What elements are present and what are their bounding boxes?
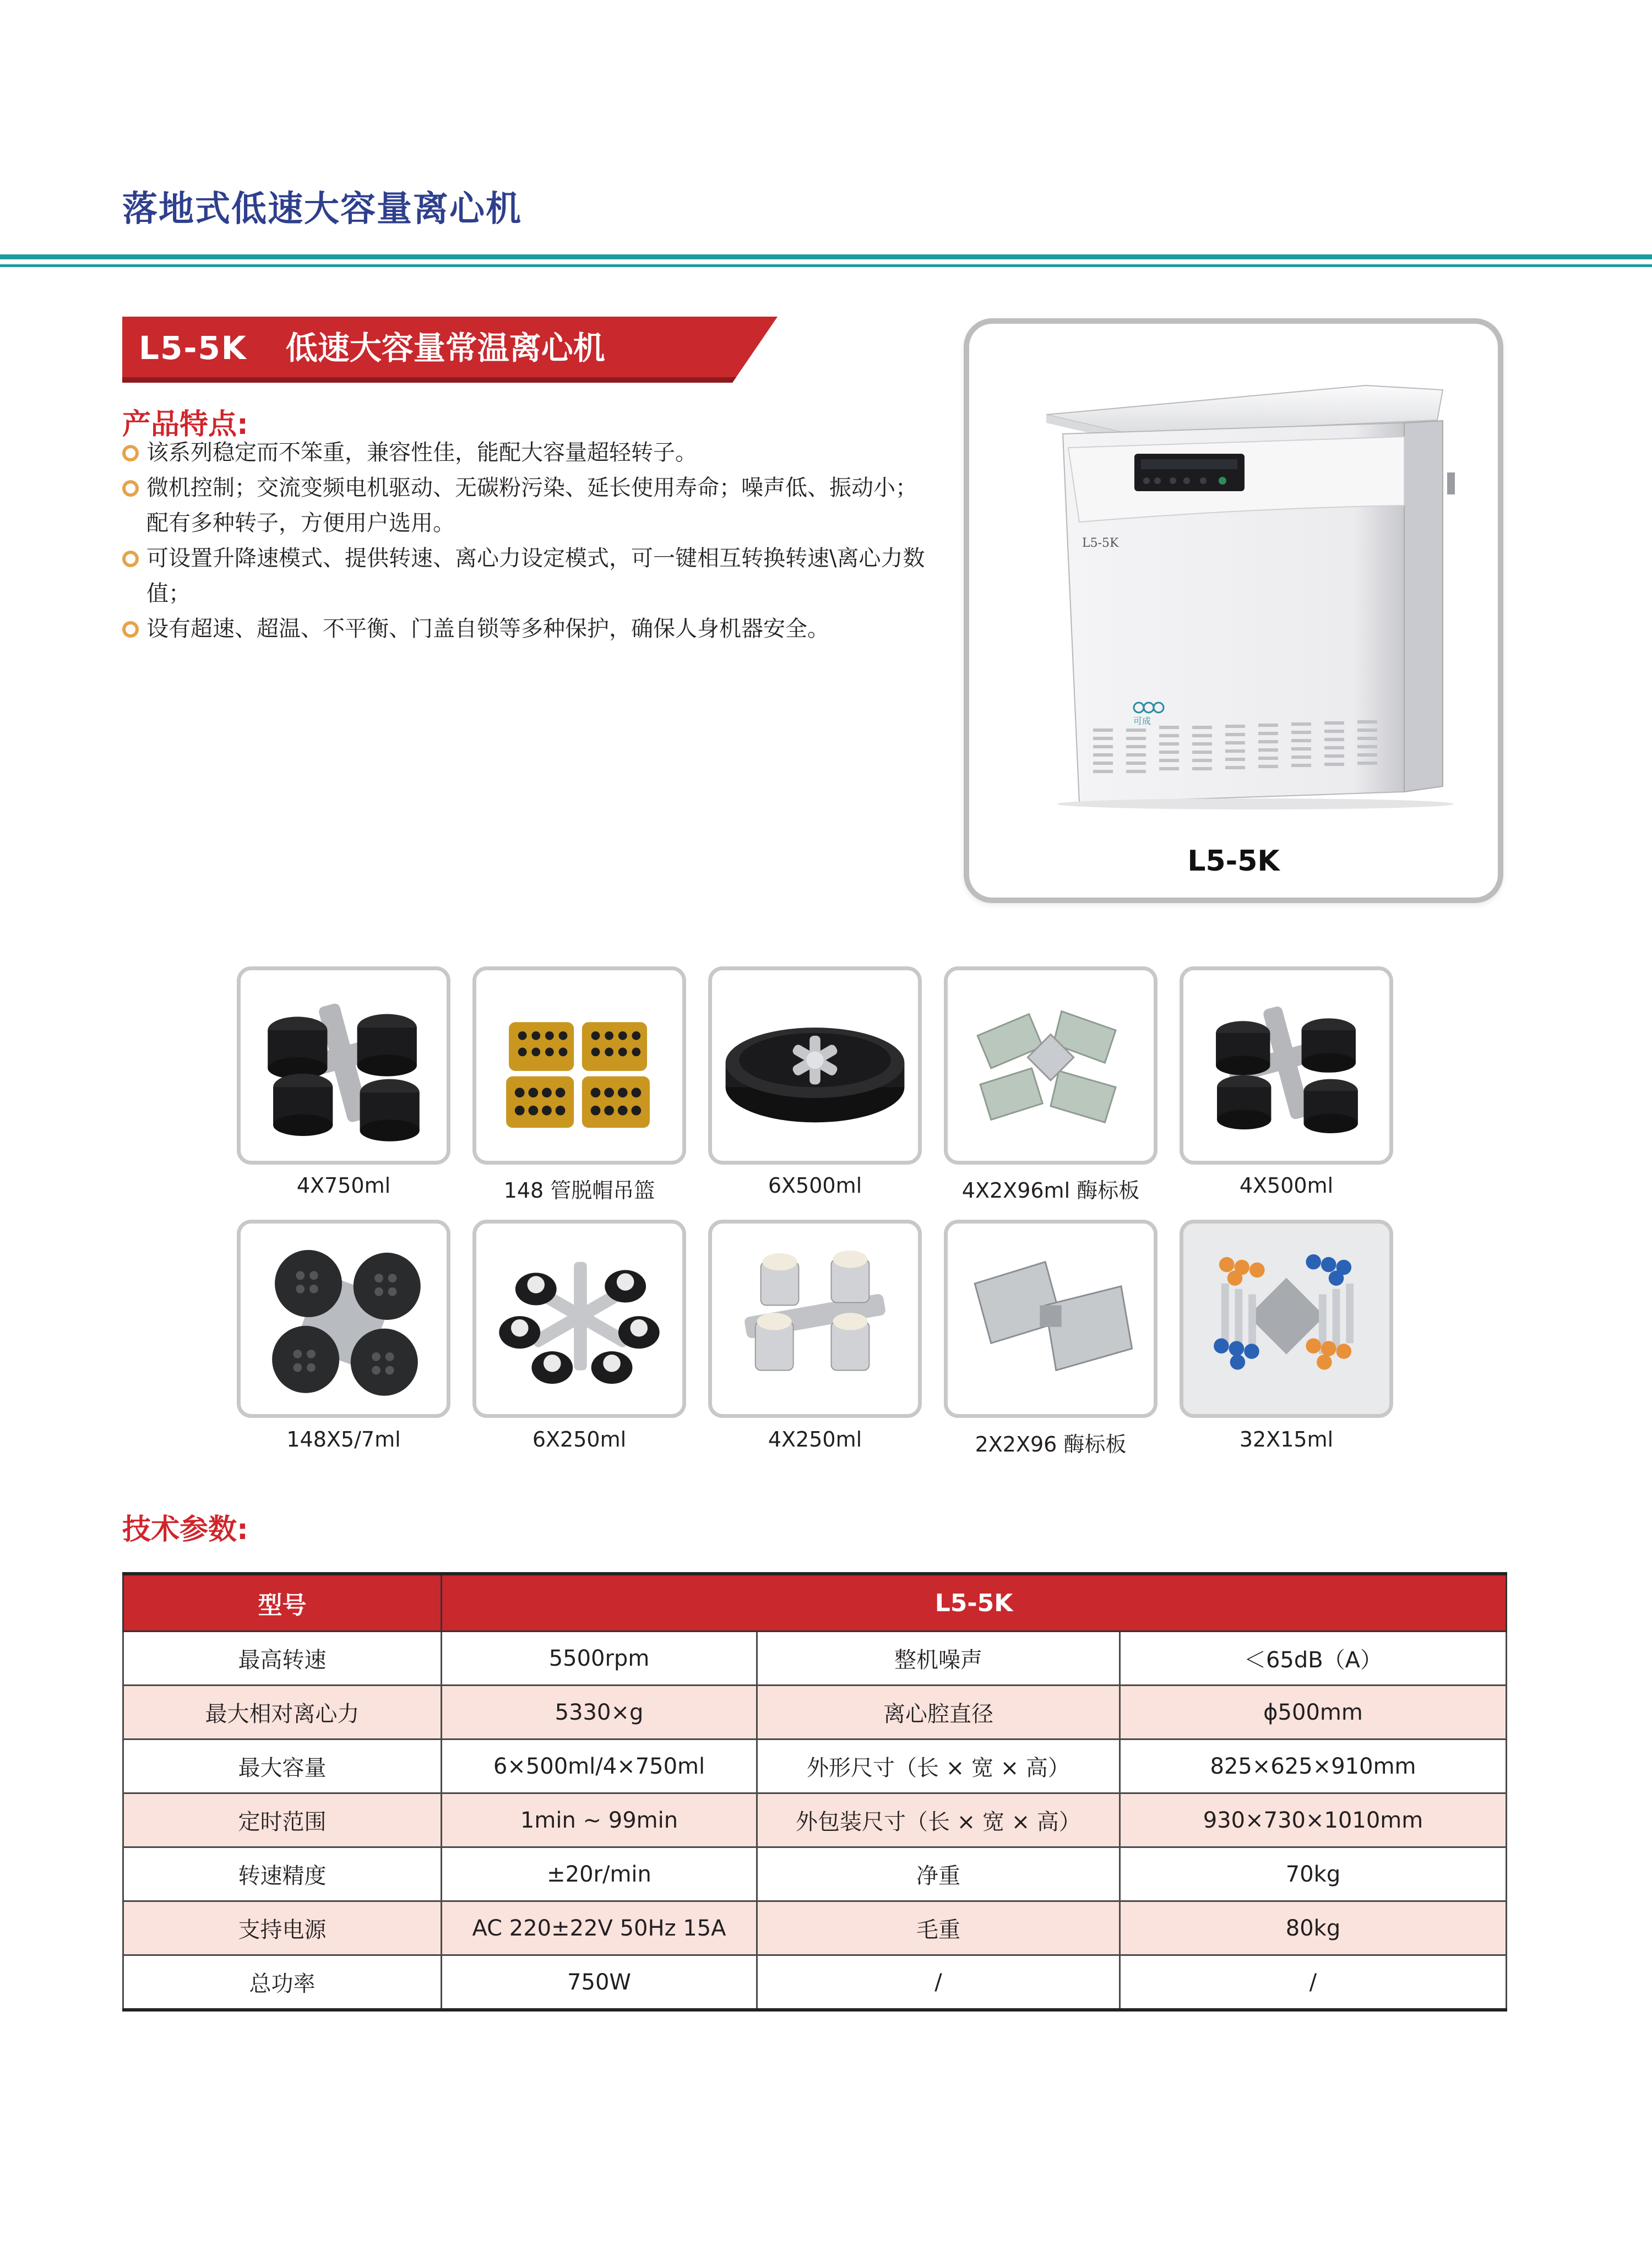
table-row: 最大相对离心力 5330×g 离心腔直径 ϕ500mm: [123, 1686, 1507, 1739]
rotor-caption: 148X5/7ml: [286, 1427, 401, 1452]
feature-item: 微机控制；交流变频电机驱动、无碳粉污染、延长使用寿命；噪声低、振动小；配有多种转子，方便用户选用。: [122, 470, 926, 541]
features-list: [122, 435, 926, 646]
rotor-image-2x2x96-plate: [944, 1220, 1158, 1418]
rotor-caption: 6X500ml: [768, 1173, 862, 1198]
table-row: 最大容量 6×500ml/4×750ml 外形尺寸（长 × 宽 × 高） 825×625×910mm: [123, 1739, 1507, 1793]
rotor-caption: 4X2X96ml 酶标板: [961, 1178, 1140, 1203]
feature-item: 可设置升降速模式、提供转速、离心力设定模式，可一键相互转换转速\离心力数值；: [122, 541, 926, 611]
header-rule-thick: [0, 254, 1652, 259]
banner-title: [139, 322, 605, 368]
features-heading: 产品特点:: [122, 408, 248, 441]
rotor-image-6x250ml: [472, 1220, 686, 1418]
rotor-image-4x750ml: [237, 966, 450, 1165]
table-row: 总功率 750W / /: [123, 1955, 1507, 2010]
feature-item: 该系列稳定而不笨重，兼容性佳，能配大容量超轻转子。: [122, 435, 926, 470]
product-label: L5-5K: [1187, 845, 1280, 878]
bullet-icon: [122, 551, 139, 567]
table-row: 支持电源 AC 220±22V 50Hz 15A 毛重 80kg: [123, 1901, 1507, 1955]
rotor-caption: 4X250ml: [768, 1427, 862, 1452]
rotor-image-148x5-7ml: [237, 1220, 450, 1418]
header-label: 型号: [123, 1574, 442, 1632]
rotor-caption: 4X500ml: [1239, 1173, 1334, 1198]
banner-name: 低速大容量常温离心机: [285, 329, 605, 367]
table-row: 最高转速 5500rpm 整机噪声 ＜65dB（A）: [123, 1632, 1507, 1686]
banner-model: L5-5K: [139, 329, 247, 367]
bullet-icon: [122, 621, 139, 638]
rotor-image-32x15ml: [1180, 1220, 1393, 1418]
rotor-image-6x500ml: [708, 966, 922, 1165]
rotor-image-4x2x96ml-plate: [944, 966, 1158, 1165]
rotor-caption: 4X750ml: [296, 1173, 391, 1198]
table-row: 定时范围 1min ~ 99min 外包装尺寸（长 × 宽 × 高） 930×730×1010mm: [123, 1793, 1507, 1847]
header-rule-thin: [0, 264, 1652, 267]
specs-heading: 技术参数:: [122, 1513, 248, 1546]
centrifuge-image: [969, 324, 1498, 898]
table-row: 转速精度 ±20r/min 净重 70kg: [123, 1847, 1507, 1901]
specs-table: [122, 1572, 1507, 2012]
bullet-icon: [122, 480, 139, 497]
svg-text:L5-5K: L5-5K: [1082, 536, 1119, 550]
header-model: L5-5K: [442, 1574, 1507, 1632]
rotor-caption: 6X250ml: [532, 1427, 627, 1452]
rotor-caption: 2X2X96 酶标板: [975, 1432, 1127, 1456]
rotor-image-4x250ml: [708, 1220, 922, 1418]
feature-item: 设有超速、超温、不平衡、门盖自锁等多种保护，确保人身机器安全。: [122, 611, 926, 646]
bullet-icon: [122, 445, 139, 461]
rotor-caption: 32X15ml: [1239, 1427, 1334, 1452]
specs-header-row: [123, 1574, 1507, 1632]
product-image-card: [964, 318, 1503, 903]
svg-text:可成: 可成: [1133, 716, 1151, 726]
rotor-image-148-basket: [472, 966, 686, 1165]
page-title: 落地式低速大容量离心机: [122, 189, 522, 230]
rotor-caption: 148 管脱帽吊篮: [503, 1178, 655, 1203]
rotor-image-4x500ml: [1180, 966, 1393, 1165]
